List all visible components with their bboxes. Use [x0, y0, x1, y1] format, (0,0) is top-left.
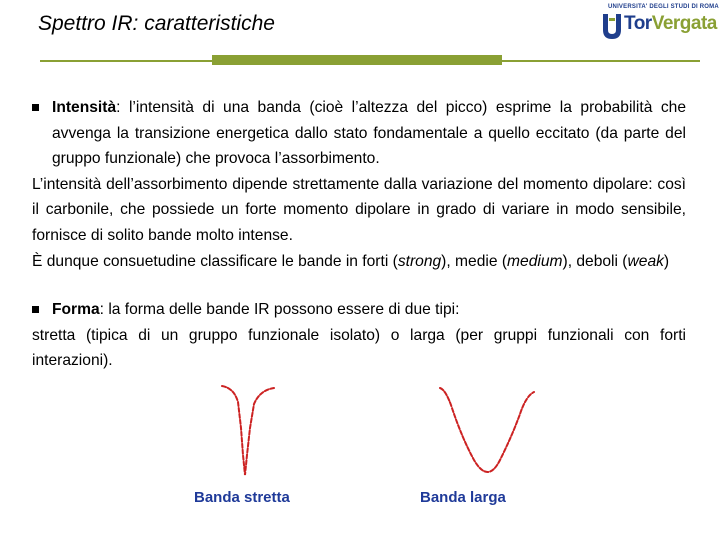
classification-text-mid2: ), deboli ( [562, 252, 628, 270]
classification-paragraph [32, 249, 686, 275]
bullet-square-icon [32, 104, 39, 111]
dipole-paragraph: L’intensità dell’assorbimento dipende strettamente dalla variazione del momento dipolare: così il carbonile, che possiede un forte momento dipolare in grado di variare in modo sensibile, fornisce di solito bande molto intense. [32, 175, 686, 244]
intensity-bullet [32, 95, 686, 172]
classification-text-post: ) [663, 252, 670, 270]
shape-text: : la forma delle bande IR possono essere di due tipi: [99, 301, 460, 319]
bullet-square-icon [32, 306, 39, 313]
spacer [32, 274, 686, 297]
medium-term: medium [507, 252, 563, 270]
classification-text-mid1: ), medie ( [441, 252, 508, 270]
broad-band-curve [440, 388, 534, 472]
intensity-term: Intensità [52, 99, 117, 116]
university-logo [598, 4, 719, 44]
logo-wordmark [624, 13, 717, 35]
logo-mark-icon [600, 12, 624, 42]
classification-text-pre: È dunque consuetudine classificare le bande in forti ( [32, 252, 398, 270]
logo-word-vergata: Vergata [651, 13, 717, 34]
slide-title: Spettro IR: caratteristiche [38, 12, 275, 35]
slide-body [32, 95, 686, 374]
shape-description: stretta (tipica di un gruppo funzionale isolato) o larga (per gruppi funzionali con forti interazioni). [32, 326, 686, 370]
broad-band-label: Banda larga [420, 489, 506, 506]
shape-term: Forma [52, 301, 100, 319]
shape-bullet [32, 297, 686, 323]
intensity-text: : l’intensità di una banda (cioè l’altezza del picco) esprime la probabilità che avvenga la transizione energetica dallo stato fondamentale a quello eccitato (da parte del gruppo funzionale) che provoca l’assorbimento. [52, 99, 686, 168]
strong-term: strong [397, 252, 442, 270]
logo-university-text: UNIVERSITA' DEGLI STUDI DI ROMA [608, 4, 719, 10]
weak-term: weak [627, 252, 664, 270]
band-shapes-figure [0, 380, 720, 520]
narrow-band-label: Banda stretta [194, 489, 290, 506]
logo-word-tor: Tor [624, 13, 652, 34]
narrow-band-curve [222, 386, 274, 475]
header-divider-thick [212, 55, 502, 65]
